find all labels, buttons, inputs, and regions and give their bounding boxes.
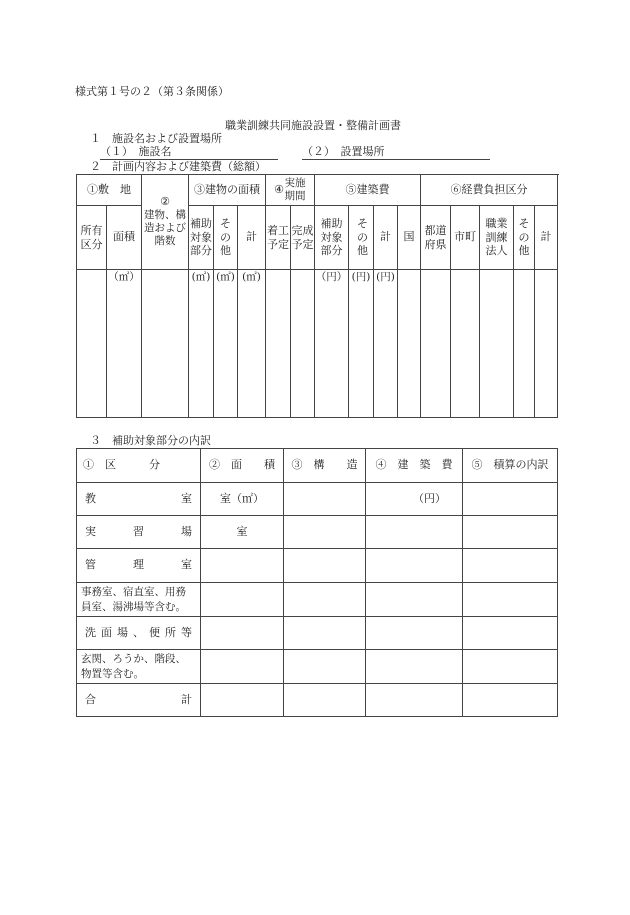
share-prefecture-header: 都道府県 — [421, 206, 451, 270]
row-estimate[interactable] — [463, 650, 558, 684]
building-subsidy-cell[interactable]: (㎡) — [189, 270, 214, 418]
row-structure[interactable] — [284, 684, 366, 717]
row-structure[interactable] — [284, 549, 366, 583]
row-label: 合計 — [77, 684, 201, 717]
table-row — [77, 583, 558, 617]
cost-subsidy-cell[interactable]: （円） — [315, 270, 349, 418]
row-estimate[interactable] — [463, 684, 558, 717]
cost-subsidy-header: 補助対象部分 — [315, 206, 349, 270]
cost-other-cell[interactable]: (円) — [349, 270, 374, 418]
table-row — [77, 516, 558, 549]
form-number: 様式第１号の２（第３条関係） — [75, 85, 229, 98]
row-estimate[interactable] — [463, 583, 558, 617]
share-nation-cell[interactable] — [398, 270, 421, 418]
row-label: 実習場 — [77, 516, 201, 549]
complete-plan-cell[interactable] — [291, 270, 315, 418]
row-label: 管理室 — [77, 549, 201, 583]
row-cost[interactable]: （円） — [366, 483, 463, 516]
row-area[interactable]: 室（㎡） — [201, 483, 284, 516]
start-plan-cell[interactable] — [266, 270, 291, 418]
site-area-header: 面積 — [107, 206, 142, 270]
row-cost[interactable] — [366, 650, 463, 684]
share-municipality-header: 市町 — [451, 206, 480, 270]
row-estimate[interactable] — [463, 617, 558, 650]
site-header: ①敷 地 — [77, 175, 142, 206]
row-label: 洗面場、便所等 — [77, 617, 201, 650]
table-row — [77, 483, 558, 516]
row-structure[interactable] — [284, 617, 366, 650]
construction-cost-header: ⑤建築費 — [315, 175, 421, 206]
row-area[interactable] — [201, 583, 284, 617]
table-row — [77, 549, 558, 583]
row-cost[interactable] — [366, 549, 463, 583]
building-total-header: 計 — [238, 206, 266, 270]
owner-class-header: 所有区分 — [77, 206, 107, 270]
row-label: 玄関、ろうか、階段、物置等含む。 — [77, 650, 201, 684]
row-estimate[interactable] — [463, 549, 558, 583]
structure-cell[interactable] — [142, 270, 189, 418]
row-area[interactable] — [201, 650, 284, 684]
cost-other-header: その他 — [349, 206, 374, 270]
cost-header: ④ 建 築 費 — [366, 449, 463, 483]
row-label: 教室 — [77, 483, 201, 516]
share-municipality-cell[interactable] — [451, 270, 480, 418]
row-area[interactable] — [201, 684, 284, 717]
section3-heading: ３ 補助対象部分の内訳 — [90, 434, 211, 447]
row-structure[interactable] — [284, 516, 366, 549]
period-header: ④実施期間 — [266, 175, 315, 206]
share-total-cell[interactable] — [535, 270, 558, 418]
building-subsidy-header: 補助対象部分 — [189, 206, 214, 270]
building-other-cell[interactable]: (㎡) — [214, 270, 238, 418]
row-area[interactable] — [201, 549, 284, 583]
row-estimate[interactable] — [463, 516, 558, 549]
complete-plan-header: 完成予定 — [291, 206, 315, 270]
plan-data-row — [77, 270, 558, 418]
share-other-cell[interactable] — [514, 270, 535, 418]
cost-total-cell[interactable]: (円) — [374, 270, 398, 418]
section1-heading: １ 施設名および設置場所 — [90, 132, 222, 145]
facility-location-label: （２） 設置場所 — [302, 145, 385, 158]
area-header: ② 面 積 — [201, 449, 284, 483]
page-title: 職業訓練共同施設設置・整備計画書 — [225, 119, 401, 132]
row-area[interactable]: 室 — [201, 516, 284, 549]
total-row — [77, 684, 558, 717]
facility-name-label: （１） 施設名 — [100, 145, 172, 158]
building-area-header: ③建物の面積 — [189, 175, 266, 206]
cost-share-header: ⑥経費負担区分 — [421, 175, 558, 206]
estimate-header: ⑤ 積算の内訳 — [463, 449, 558, 483]
row-estimate[interactable] — [463, 483, 558, 516]
owner-class-cell[interactable] — [77, 270, 107, 418]
row-cost[interactable] — [366, 684, 463, 717]
section2-heading: ２ 計画内容および建築費（総額） — [90, 160, 266, 173]
building-other-header: その他 — [214, 206, 238, 270]
share-prefecture-cell[interactable] — [421, 270, 451, 418]
share-vt-corp-header: 職業訓練法人 — [480, 206, 514, 270]
row-cost[interactable] — [366, 583, 463, 617]
row-structure[interactable] — [284, 583, 366, 617]
row-structure[interactable] — [284, 483, 366, 516]
row-label: 事務室、宿直室、用務員室、湯沸場等含む。 — [77, 583, 201, 617]
building-total-cell[interactable]: (㎡) — [238, 270, 266, 418]
share-vt-corp-cell[interactable] — [480, 270, 514, 418]
structure-header-3: ③ 構 造 — [284, 449, 366, 483]
table-row — [77, 617, 558, 650]
share-nation-header: 国 — [398, 206, 421, 270]
start-plan-header: 着工予定 — [266, 206, 291, 270]
row-cost[interactable] — [366, 617, 463, 650]
table-row — [77, 650, 558, 684]
structure-header: ② 建物、構造および階数 — [142, 175, 189, 270]
row-structure[interactable] — [284, 650, 366, 684]
row-area[interactable] — [201, 617, 284, 650]
site-area-cell[interactable]: （㎡） — [107, 270, 142, 418]
plan-content-table — [76, 174, 558, 418]
subsidy-breakdown-table — [76, 448, 558, 717]
row-cost[interactable] — [366, 516, 463, 549]
facility-location-field[interactable] — [302, 143, 490, 160]
category-header: ① 区 分 — [77, 449, 201, 483]
share-total-header: 計 — [535, 206, 558, 270]
share-other-header: その他 — [514, 206, 535, 270]
cost-total-header: 計 — [374, 206, 398, 270]
